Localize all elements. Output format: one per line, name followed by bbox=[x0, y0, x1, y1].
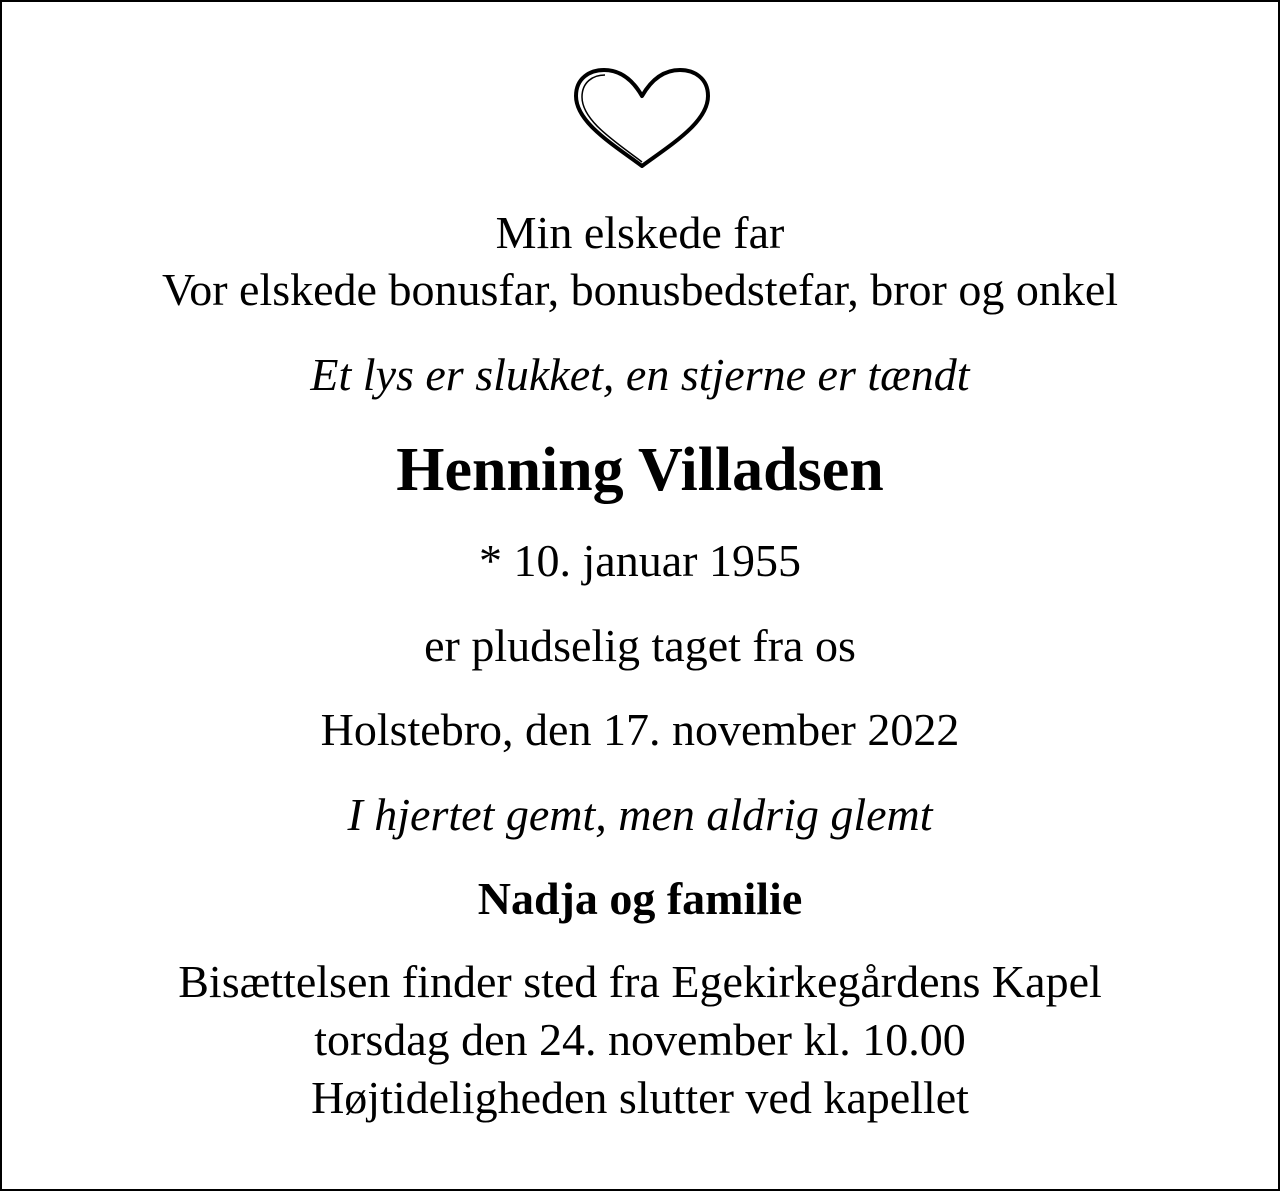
passing-text: er pludselig taget fra os bbox=[424, 620, 856, 671]
verse-1: Et lys er slukket, en stjerne er tændt bbox=[310, 349, 970, 400]
heart-outline-icon bbox=[572, 66, 712, 170]
birth-line: * 10. januar 1955 bbox=[479, 535, 801, 586]
deceased-name: Henning Villadsen bbox=[396, 436, 884, 504]
intro-line-2: Vor elskede bonusfar, bonusbedstefar, bror og onkel bbox=[161, 264, 1119, 315]
intro-line-1: Min elskede far bbox=[495, 207, 785, 258]
verse-2: I hjertet gemt, men aldrig glemt bbox=[347, 789, 933, 840]
place-date: Holstebro, den 17. november 2022 bbox=[320, 704, 960, 755]
signature: Nadja og familie bbox=[477, 873, 803, 924]
funeral-line-3: Højtideligheden slutter ved kapellet bbox=[311, 1072, 969, 1123]
funeral-line-1: Bisættelsen finder sted fra Egekirkegårdens Kapel bbox=[178, 956, 1102, 1007]
funeral-line-2: torsdag den 24. november kl. 10.00 bbox=[314, 1014, 966, 1065]
